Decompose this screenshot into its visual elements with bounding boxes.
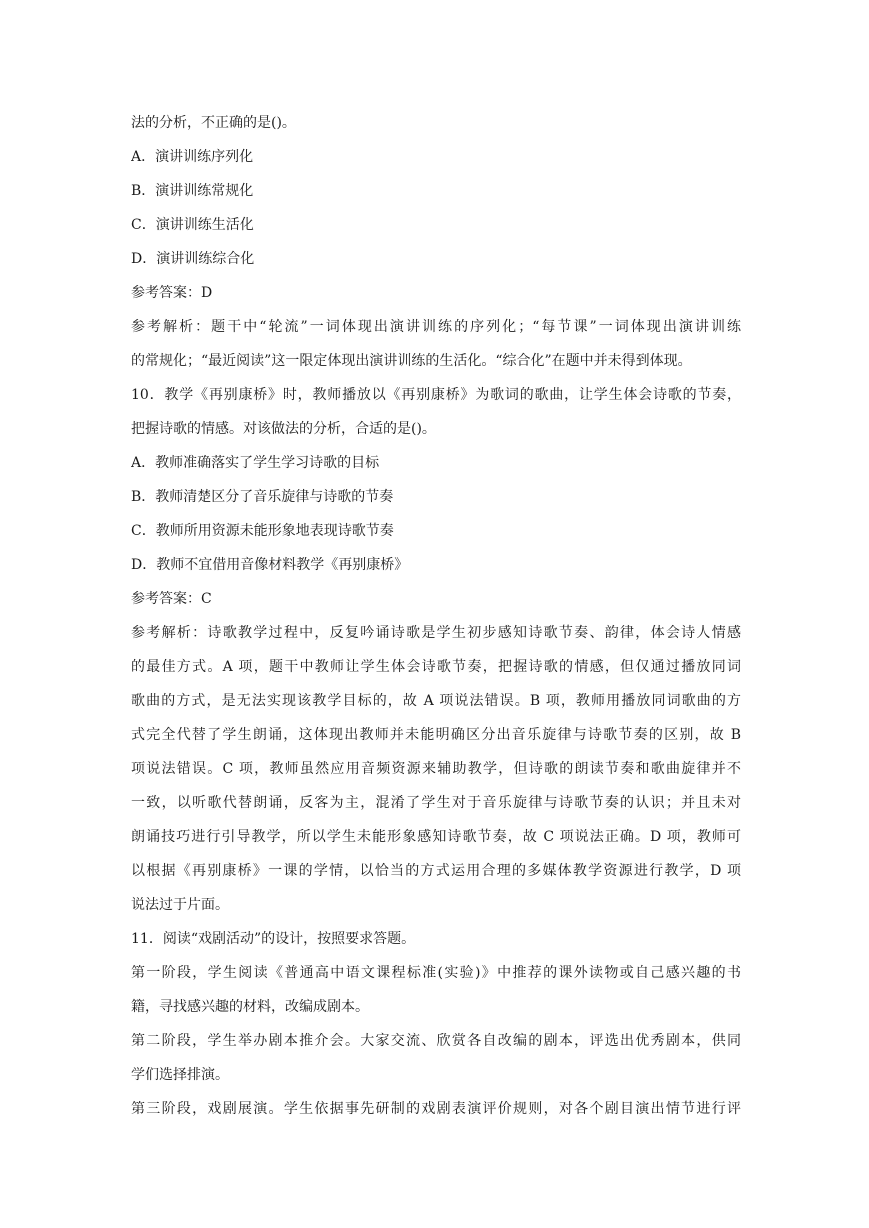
answer-line: 参考答案：C	[131, 591, 212, 607]
option-a: A．教师准确落实了学生学习诗歌的目标	[131, 455, 380, 471]
option-d: D．演讲训练综合化	[131, 251, 255, 267]
question-line: 把握诗歌的情感。对该做法的分析，合适的是()。	[131, 421, 436, 437]
answer-line: 参考答案：D	[131, 285, 213, 301]
explanation-line: 一致，以听歌代替朗诵，反客为主，混淆了学生对于音乐旋律与诗歌节奏的认识；并且未对	[131, 795, 741, 811]
option-c: C．演讲训练生活化	[131, 217, 254, 233]
text-line: 法的分析，不正确的是()。	[131, 115, 296, 131]
option-c: C．教师所用资源未能形象地表现诗歌节奏	[131, 523, 394, 539]
explanation-line: 歌曲的方式，是无法实现该教学目标的，故 A 项说法错误。B 项，教师用播放同词歌曲的方	[131, 693, 741, 709]
question-line: 10．教学《再别康桥》时，教师播放以《再别康桥》为歌词的歌曲，让学生体会诗歌的节奏，	[131, 387, 741, 403]
explanation-line: 式完全代替了学生朗诵，这体现出教师并未能明确区分出音乐旋律与诗歌节奏的区别，故 B	[131, 727, 741, 743]
explanation-line: 朗诵技巧进行引导教学，所以学生未能形象感知诗歌节奏，故 C 项说法正确。D 项，教师可	[131, 829, 741, 845]
explanation-line: 参考解析：题干中“轮流”一词体现出演讲训练的序列化；“每节课”一词体现出演讲训练	[131, 319, 741, 335]
explanation-line: 的最佳方式。A 项，题干中教师让学生体会诗歌节奏，把握诗歌的情感，但仅通过播放同词	[131, 659, 741, 675]
document-body	[131, 106, 741, 1126]
paragraph-line: 第二阶段，学生举办剧本推介会。大家交流、欣赏各自改编的剧本，评选出优秀剧本，供同	[131, 1033, 741, 1049]
explanation-line: 以根据《再别康桥》一课的学情，以恰当的方式运用合理的多媒体教学资源进行教学，D 项	[131, 863, 741, 879]
question-line: 11．阅读“戏剧活动”的设计，按照要求答题。	[131, 931, 416, 947]
explanation-line: 参考解析：诗歌教学过程中，反复吟诵诗歌是学生初步感知诗歌节奏、韵律，体会诗人情感	[131, 625, 741, 641]
explanation-line: 项说法错误。C 项，教师虽然应用音频资源来辅助教学，但诗歌的朗读节奏和歌曲旋律并不	[131, 761, 741, 777]
option-d: D．教师不宜借用音像材料教学《再别康桥》	[131, 557, 409, 573]
explanation-line: 说法过于片面。	[131, 897, 229, 913]
paragraph-line: 籍，寻找感兴趣的材料，改编成剧本。	[131, 999, 369, 1015]
option-b: B．演讲训练常规化	[131, 183, 254, 199]
paragraph-line: 学们选择排演。	[131, 1067, 229, 1083]
option-a: A．演讲训练序列化	[131, 149, 254, 165]
option-b: B．教师清楚区分了音乐旋律与诗歌的节奏	[131, 489, 394, 505]
paragraph-line: 第三阶段，戏剧展演。学生依据事先研制的戏剧表演评价规则，对各个剧目演出情节进行评	[131, 1101, 741, 1117]
paragraph-line: 第一阶段，学生阅读《普通高中语文课程标准(实验)》中推荐的课外读物或自己感兴趣的书	[131, 965, 741, 981]
explanation-line: 的常规化；“最近阅读”这一限定体现出演讲训练的生活化。“综合化”在题中并未得到体现。	[131, 353, 692, 369]
